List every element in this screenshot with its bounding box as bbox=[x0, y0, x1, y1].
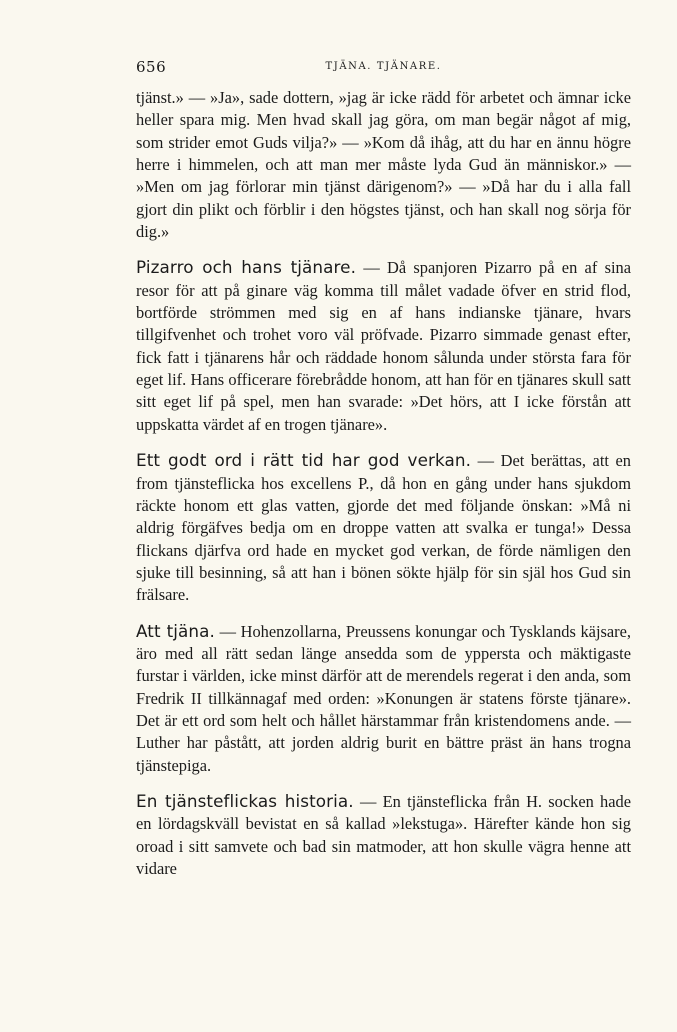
section-text: — Det berättas, att en from tjänsteflicka hos excellens P., då hon en gång under hans sjukdom räckte honom ett glas vatten, gjorde det med följande önskan: »Må ni aldrig förgäfves bedja om en droppe vatten att svalka er tunga!» Dessa flickans djärfva ord hade en mycket god verkan, de förde nämligen den sjuke till besinning, så att han i bönen sökte hjälp för sin själ hos Gud sin frälsare. bbox=[136, 451, 631, 605]
page-body bbox=[136, 87, 631, 880]
running-head: TJÄNA. TJÄNARE. bbox=[325, 61, 442, 72]
intro-paragraph: tjänst.» — »Ja», sade dottern, »jag är icke rädd för arbetet och ämnar icke heller spara mig. Men hvad skall jag göra, om man begär något af mig, som strider emot Guds vilja?» — »Kom då ihåg, att du har en ännu högre herre i himmelen, och att man mer måste lyda Gud än människor.» — »Men om jag förlorar min tjänst därigenom?» — »Då har du i alla fall gjort din plikt och förblir i den högstes tjänst, och han skall nog sörja för dig.» bbox=[136, 88, 631, 242]
page-number: 656 bbox=[136, 58, 167, 76]
section-heading: Att tjäna. bbox=[136, 620, 215, 641]
section-text: — Hohenzollarna, Preussens konungar och Tysklands käjsare, äro med all rätt sedan länge ansedda som de yppersta och mäktigaste furstar i världen, icke minst därför att de merendels regerat i den anda, som Fredrik II tillkännagaf med orden: »Konungen är statens förste tjänare». Det är ett ord som helt och hållet härstammar från kristendomens ande. — Luther har påstått, att jorden aldrig burit en bättre präst än hans trogna tjänstepiga. bbox=[136, 621, 631, 775]
section-heading: Pizarro och hans tjänare. bbox=[136, 257, 357, 278]
section-text: — En tjänsteflicka från H. socken hade en lördagskväll bevistat en så kallad »lekstuga». Härefter kände hon sig oroad i sitt samvete och bad sin matmoder, att hon skulle vägra henne att vidare bbox=[136, 791, 631, 878]
page-header bbox=[136, 58, 631, 82]
section-paragraph bbox=[136, 256, 631, 436]
section-paragraph bbox=[136, 790, 631, 880]
section-text: — Då spanjoren Pizarro på en af sina resor för att på ginare väg komma till målet vadade öfver en strid flod, bortförde strömmen med sig en af hans indianske tjänare, hvars tillgifvenhet och trohet voro väl pröfvade. Pizarro simmade genast efter, fick fatt i tjänarens hår och räddade honom sålunda under största fara för eget lif. Hans officerare förebrådde honom, att han för en tjänares skull satt sitt eget lif på spel, men han svarade: »Det hörs, att I icke förstån att uppskatta värdet af en trogen tjänare». bbox=[136, 258, 631, 434]
section-heading: Ett godt ord i rätt tid har god verkan. bbox=[136, 450, 472, 471]
section-heading: En tjänsteflickas historia. bbox=[136, 790, 354, 811]
section-paragraph bbox=[136, 620, 631, 777]
section-paragraph bbox=[136, 449, 631, 606]
